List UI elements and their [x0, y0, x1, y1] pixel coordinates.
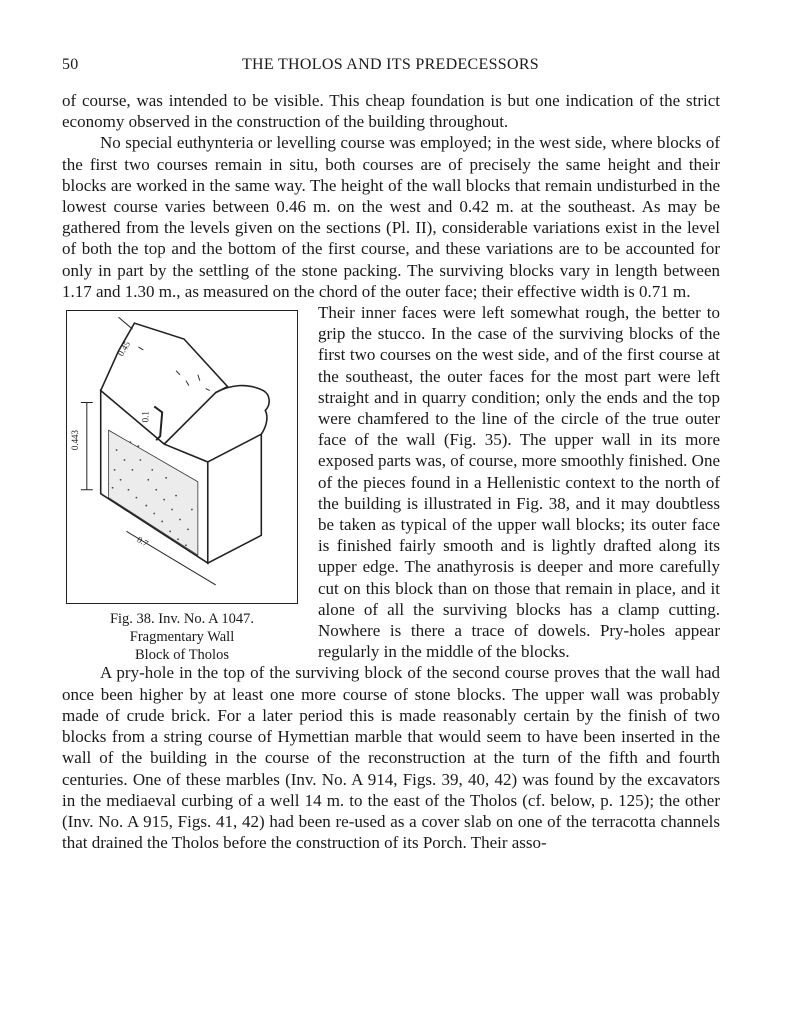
- caption-line: Fragmentary Wall: [129, 629, 235, 646]
- page-number: 50: [62, 56, 79, 73]
- body-text: [62, 90, 720, 853]
- figure-caption: [62, 610, 302, 664]
- caption-line: Fig. 38. Inv. No. A 1047.: [109, 611, 255, 628]
- caption-line: Block of Tholos: [135, 647, 229, 664]
- page-header: [62, 56, 719, 78]
- figure-38: [62, 306, 302, 662]
- wall-block-drawing: [67, 311, 297, 603]
- paragraph-faces: Their inner faces were left somewhat rough, the better to grip the stucco. In the case of the surviving blocks of the first two courses on the west side, and of the first course at the southeast, the outer faces for the most part were left straight and in quarry condition; only the ends and the top were chamfered to the line of the circle of the true outer face of the wall (Fig. 35). The upper wall in its more exposed parts was, of course, more smoothly finished. One of the pieces found in a Hellenistic context to the north of the building is illustrated in Fig. 38, and it may doubtless be taken as typical of the upper wall blocks; its outer face is finished fairly smooth and is lightly drafted along its upper edge. The anathyrosis is deeper and more carefully cut on this block than on those that remain in place, and it alone of all the surviving blocks has a clamp cutting. Nowhere is there a trace of dowels. Pry-holes appear regularly in the middle of the blocks.: [318, 303, 720, 662]
- dimension-front: 0.1: [140, 411, 151, 423]
- paragraph-courses: No special euthynteria or levelling course was employed; in the west side, where blocks of the first two courses remain in situ, both courses are of precisely the same height and their blocks are worked in the same way. The height of the wall blocks that remain undisturbed in the lowest course varies between 0.46 m. on the west and 0.42 m. at the southeast. As may be gathered from the levels given on the sections (Pl. II), considerable variations exist in the level of both the top and the bottom of the first course, and these variations are to be accounted for only in part by the settling of the stone packing. The surviving blocks vary in length between 1.17 and 1.30 m., as measured on the chord of the outer face; their effective width is 0.71 m.: [62, 133, 720, 301]
- paragraph-upper-wall: A pry-hole in the top of the surviving block of the second course proves that the wall had once been higher by at least one more course of stone blocks. The upper wall was probably made of crude brick. For a later period this is made reasonably certain by the finish of two blocks from a string course of Hymettian marble that would seem to have been inserted in the wall of the building in the course of the reconstruction at the turn of the fifth and fourth centuries. One of these marbles (Inv. No. A 914, Figs. 39, 40, 42) was found by the excavators in the mediaeval curbing of a well 14 m. to the east of the Tholos (cf. below, p. 125); the other (Inv. No. A 915, Figs. 41, 42) had been re-used as a cover slab on one of the terracotta channels that drained the Tholos before the construction of its Porch. Their asso-: [62, 663, 720, 853]
- figure-illustration: [66, 310, 298, 604]
- dimension-bottom: 0.7: [135, 534, 151, 549]
- running-title: THE THOLOS AND ITS PREDECESSORS: [241, 56, 540, 73]
- dimension-top: 0.45: [115, 339, 133, 358]
- dimension-side: 0.443: [69, 430, 80, 451]
- paragraph-continuation: of course, was intended to be visible. This cheap foundation is but one indication of the strict economy observed in the construction of the building throughout.: [62, 91, 720, 132]
